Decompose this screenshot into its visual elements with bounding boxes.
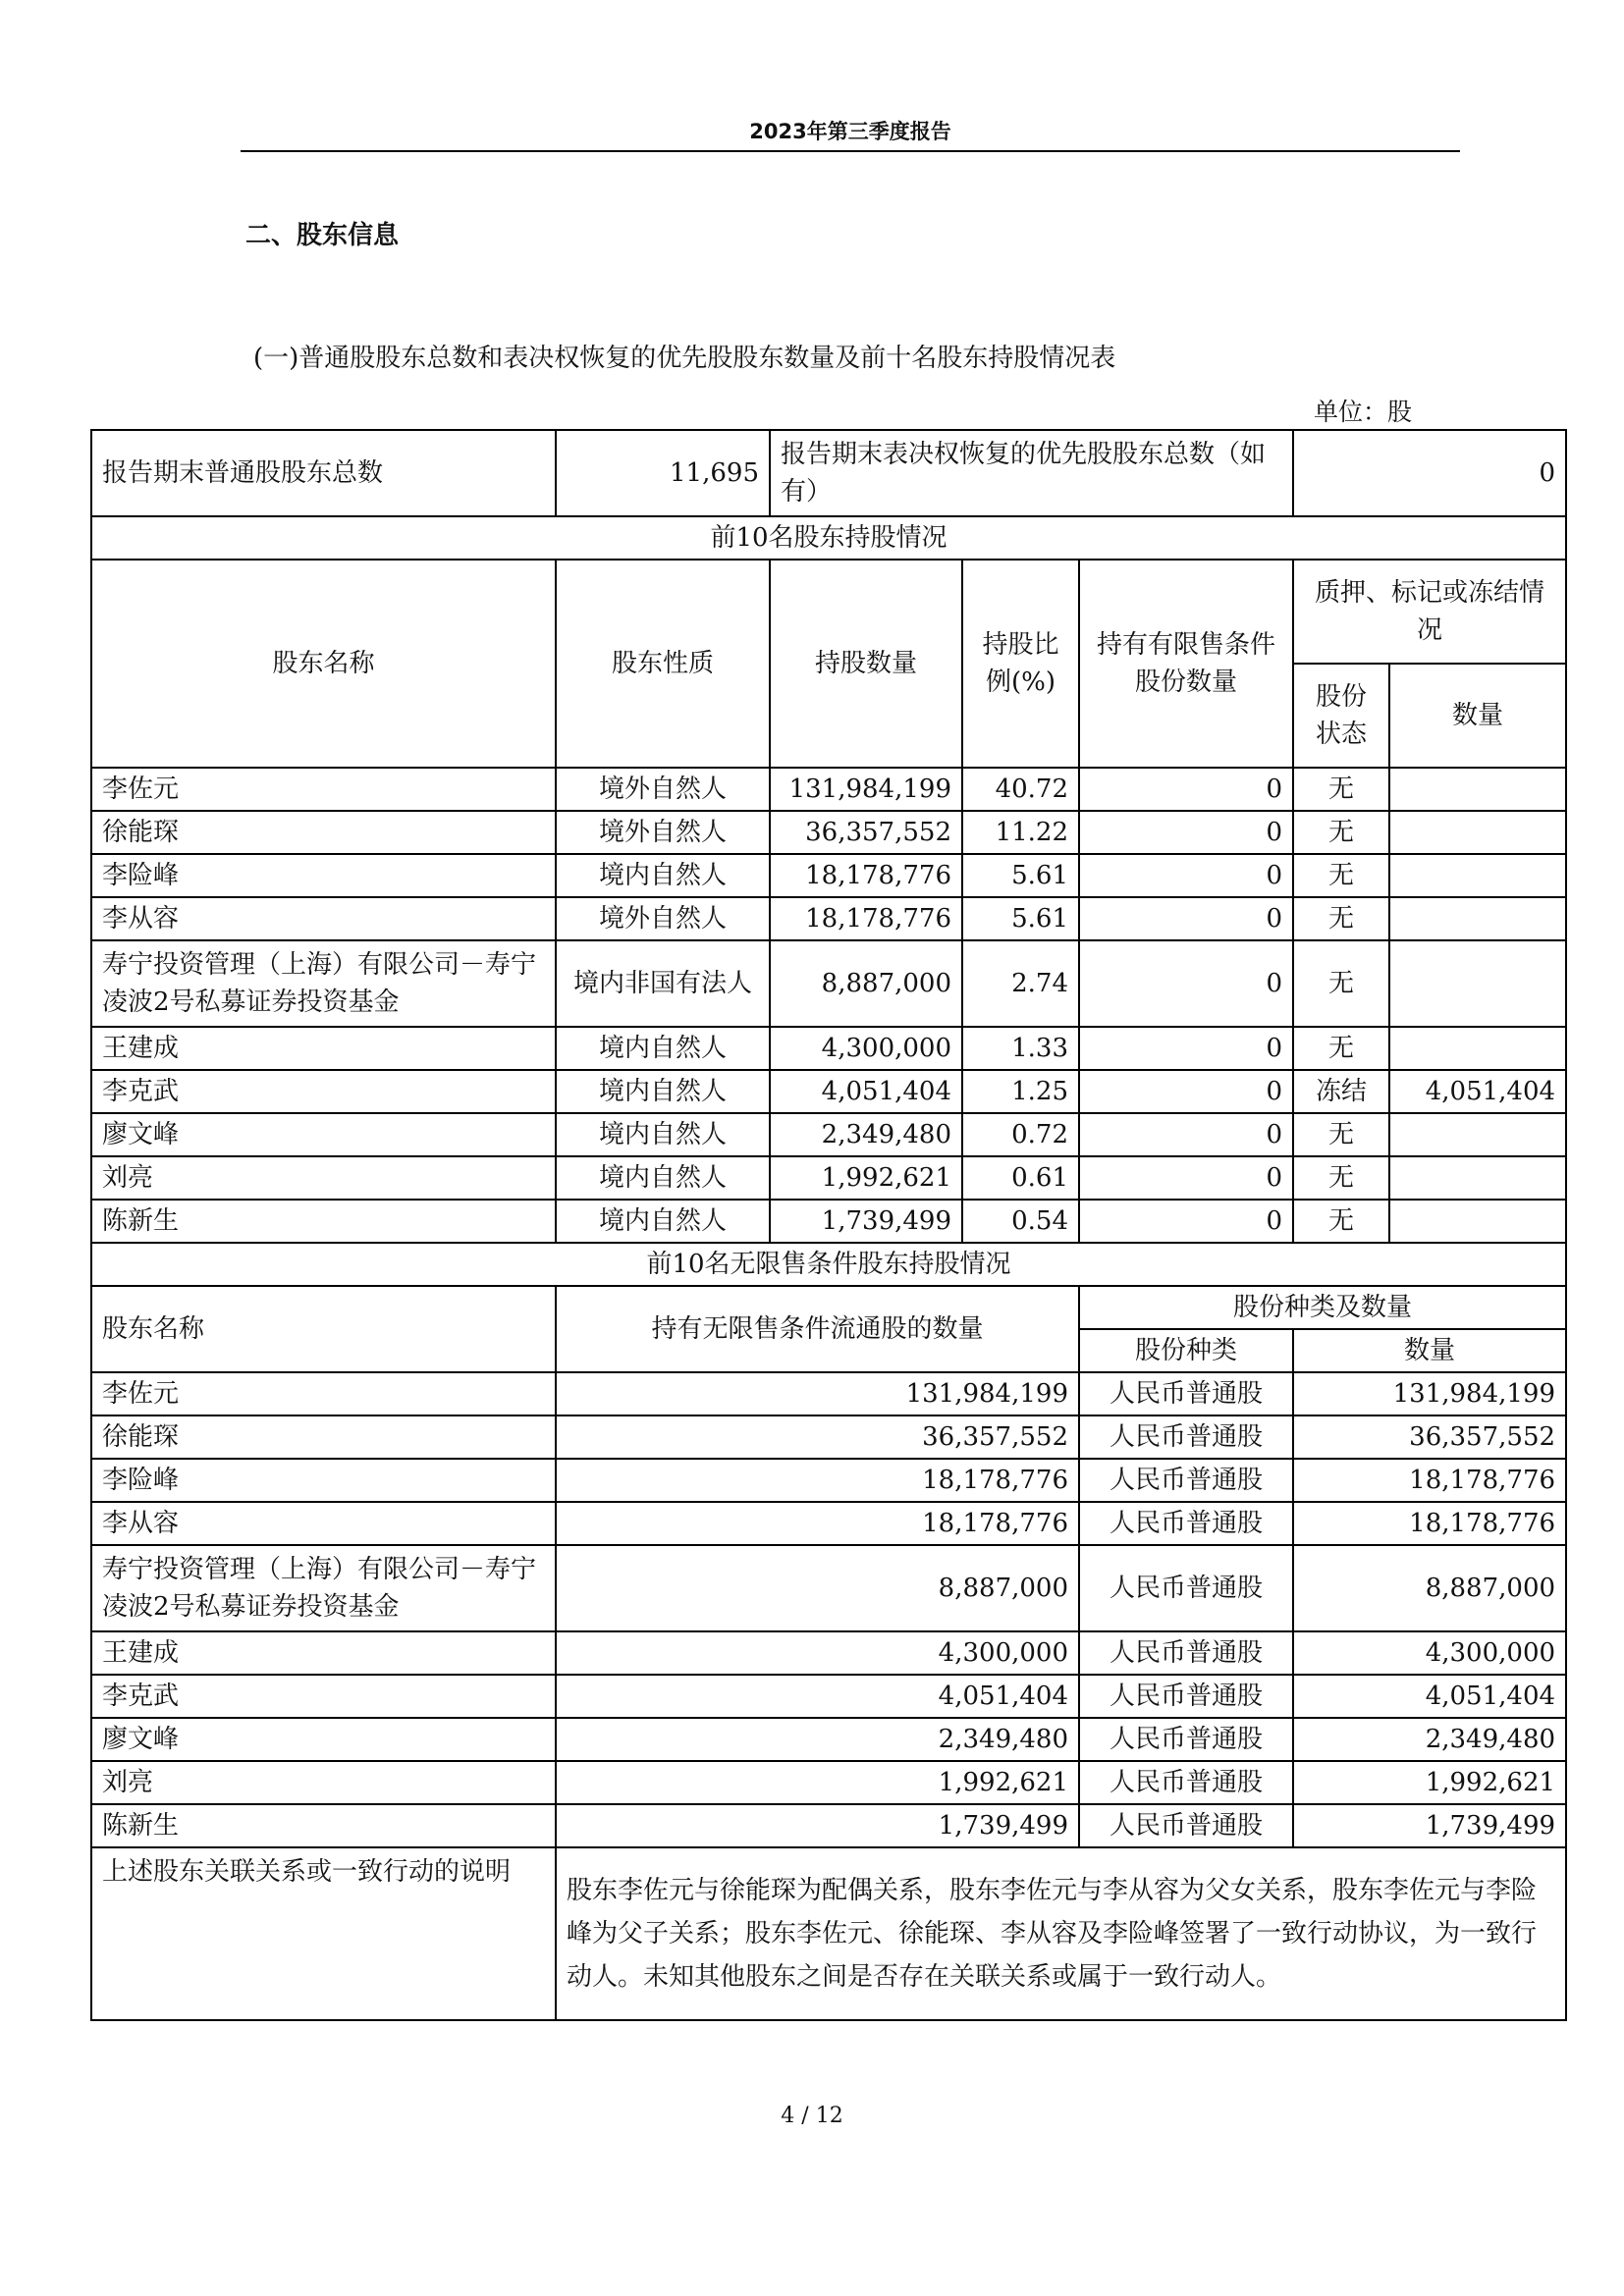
u-header-type: 股份种类 bbox=[1079, 1329, 1293, 1372]
cell-status: 冻结 bbox=[1293, 1070, 1389, 1113]
cell-type: 人民币普通股 bbox=[1079, 1502, 1293, 1545]
relation-row bbox=[91, 1847, 1566, 2020]
cell-restricted: 0 bbox=[1079, 768, 1293, 811]
cell-type-qty: 4,051,404 bbox=[1293, 1675, 1566, 1718]
cell-status: 无 bbox=[1293, 940, 1389, 1027]
cell-status: 无 bbox=[1293, 1027, 1389, 1070]
cell-name: 李险峰 bbox=[91, 854, 556, 897]
cell-type: 人民币普通股 bbox=[1079, 1372, 1293, 1415]
cell-qty: 4,051,404 bbox=[556, 1675, 1079, 1718]
cell-type-qty: 18,178,776 bbox=[1293, 1502, 1566, 1545]
u-header-qty: 持有无限售条件流通股的数量 bbox=[556, 1286, 1079, 1372]
table-row bbox=[91, 1545, 1566, 1631]
cell-nature: 境内非国有法人 bbox=[556, 940, 770, 1027]
header-pledge-status: 股份状态 bbox=[1293, 664, 1389, 768]
cell-ratio: 0.61 bbox=[962, 1156, 1079, 1200]
u-header-type-group: 股份种类及数量 bbox=[1079, 1286, 1566, 1329]
cell-qty bbox=[1389, 1027, 1566, 1070]
unrestricted-section-label: 前10名无限售条件股东持股情况 bbox=[91, 1243, 1566, 1286]
cell-shares: 2,349,480 bbox=[770, 1113, 962, 1156]
cell-nature: 境内自然人 bbox=[556, 1200, 770, 1243]
header-nature: 股东性质 bbox=[556, 560, 770, 768]
cell-name: 李克武 bbox=[91, 1675, 556, 1718]
top10-table bbox=[90, 429, 1567, 1244]
cell-restricted: 0 bbox=[1079, 940, 1293, 1027]
cell-qty: 1,739,499 bbox=[556, 1804, 1079, 1847]
table-row bbox=[91, 940, 1566, 1027]
cell-name: 寿宁投资管理（上海）有限公司－寿宁凌波2号私募证券投资基金 bbox=[91, 1545, 556, 1631]
cell-name: 李从容 bbox=[91, 1502, 556, 1545]
cell-qty: 4,300,000 bbox=[556, 1631, 1079, 1675]
cell-name: 刘亮 bbox=[91, 1761, 556, 1804]
cell-ratio: 1.25 bbox=[962, 1070, 1079, 1113]
cell-qty bbox=[1389, 940, 1566, 1027]
table-row bbox=[91, 1761, 1566, 1804]
cell-name: 陈新生 bbox=[91, 1804, 556, 1847]
cell-type: 人民币普通股 bbox=[1079, 1804, 1293, 1847]
section-title: 二、股东信息 bbox=[245, 221, 400, 250]
table-row bbox=[91, 1415, 1566, 1459]
cell-restricted: 0 bbox=[1079, 1200, 1293, 1243]
table-row bbox=[91, 897, 1566, 940]
cell-status: 无 bbox=[1293, 768, 1389, 811]
cell-shares: 131,984,199 bbox=[770, 768, 962, 811]
cell-ratio: 5.61 bbox=[962, 897, 1079, 940]
cell-ratio: 11.22 bbox=[962, 811, 1079, 854]
cell-name: 王建成 bbox=[91, 1027, 556, 1070]
cell-type-qty: 8,887,000 bbox=[1293, 1545, 1566, 1631]
cell-name: 李险峰 bbox=[91, 1459, 556, 1502]
table-row bbox=[91, 854, 1566, 897]
cell-qty bbox=[1389, 1113, 1566, 1156]
cell-status: 无 bbox=[1293, 1200, 1389, 1243]
u-header-name: 股东名称 bbox=[91, 1286, 556, 1372]
cell-qty: 18,178,776 bbox=[556, 1459, 1079, 1502]
shareholder-tables bbox=[90, 429, 1565, 2021]
cell-shares: 4,300,000 bbox=[770, 1027, 962, 1070]
cell-status: 无 bbox=[1293, 897, 1389, 940]
header-pledge-qty: 数量 bbox=[1389, 664, 1566, 768]
relation-label: 上述股东关联关系或一致行动的说明 bbox=[91, 1847, 556, 2020]
cell-type: 人民币普通股 bbox=[1079, 1545, 1293, 1631]
cell-ratio: 40.72 bbox=[962, 768, 1079, 811]
top10-header-row bbox=[91, 560, 1566, 664]
cell-status: 无 bbox=[1293, 811, 1389, 854]
cell-nature: 境内自然人 bbox=[556, 1027, 770, 1070]
cell-nature: 境内自然人 bbox=[556, 854, 770, 897]
cell-nature: 境外自然人 bbox=[556, 811, 770, 854]
summary-pref-value: 0 bbox=[1293, 430, 1566, 516]
cell-type-qty: 4,300,000 bbox=[1293, 1631, 1566, 1675]
cell-type-qty: 1,992,621 bbox=[1293, 1761, 1566, 1804]
cell-restricted: 0 bbox=[1079, 1070, 1293, 1113]
top10-section-row bbox=[91, 516, 1566, 560]
cell-status: 无 bbox=[1293, 1113, 1389, 1156]
cell-restricted: 0 bbox=[1079, 1113, 1293, 1156]
cell-name: 陈新生 bbox=[91, 1200, 556, 1243]
cell-qty: 18,178,776 bbox=[556, 1502, 1079, 1545]
cell-qty: 2,349,480 bbox=[556, 1718, 1079, 1761]
unrestricted-section-row bbox=[91, 1243, 1566, 1286]
table-row bbox=[91, 1027, 1566, 1070]
cell-status: 无 bbox=[1293, 854, 1389, 897]
cell-name: 徐能琛 bbox=[91, 811, 556, 854]
cell-qty: 36,357,552 bbox=[556, 1415, 1079, 1459]
table-row bbox=[91, 1631, 1566, 1675]
cell-type-qty: 2,349,480 bbox=[1293, 1718, 1566, 1761]
cell-type-qty: 18,178,776 bbox=[1293, 1459, 1566, 1502]
cell-shares: 1,992,621 bbox=[770, 1156, 962, 1200]
header-pledge-group: 质押、标记或冻结情况 bbox=[1293, 560, 1566, 664]
cell-qty bbox=[1389, 1200, 1566, 1243]
table-row bbox=[91, 1502, 1566, 1545]
table-row bbox=[91, 1070, 1566, 1113]
summary-common-label: 报告期末普通股股东总数 bbox=[91, 430, 556, 516]
cell-name: 徐能琛 bbox=[91, 1415, 556, 1459]
table-row bbox=[91, 1804, 1566, 1847]
cell-nature: 境外自然人 bbox=[556, 897, 770, 940]
table-row bbox=[91, 1459, 1566, 1502]
unit-label: 单位：股 bbox=[1314, 398, 1413, 426]
table-row bbox=[91, 811, 1566, 854]
cell-name: 廖文峰 bbox=[91, 1113, 556, 1156]
cell-name: 李佐元 bbox=[91, 1372, 556, 1415]
cell-name: 刘亮 bbox=[91, 1156, 556, 1200]
unrestricted-header-row bbox=[91, 1286, 1566, 1329]
cell-name: 李克武 bbox=[91, 1070, 556, 1113]
cell-type: 人民币普通股 bbox=[1079, 1631, 1293, 1675]
cell-type: 人民币普通股 bbox=[1079, 1761, 1293, 1804]
cell-status: 无 bbox=[1293, 1156, 1389, 1200]
cell-ratio: 0.54 bbox=[962, 1200, 1079, 1243]
cell-ratio: 2.74 bbox=[962, 940, 1079, 1027]
cell-qty bbox=[1389, 1156, 1566, 1200]
cell-shares: 8,887,000 bbox=[770, 940, 962, 1027]
cell-shares: 1,739,499 bbox=[770, 1200, 962, 1243]
header-shares: 持股数量 bbox=[770, 560, 962, 768]
cell-name: 廖文峰 bbox=[91, 1718, 556, 1761]
top10-section-label: 前10名股东持股情况 bbox=[91, 516, 1566, 560]
cell-ratio: 0.72 bbox=[962, 1113, 1079, 1156]
table-row bbox=[91, 1372, 1566, 1415]
sub-title: (一)普通股股东总数和表决权恢复的优先股股东数量及前十名股东持股情况表 bbox=[253, 344, 1116, 373]
cell-restricted: 0 bbox=[1079, 854, 1293, 897]
table-row bbox=[91, 1675, 1566, 1718]
cell-restricted: 0 bbox=[1079, 1156, 1293, 1200]
cell-type: 人民币普通股 bbox=[1079, 1459, 1293, 1502]
cell-name: 李从容 bbox=[91, 897, 556, 940]
cell-qty: 131,984,199 bbox=[556, 1372, 1079, 1415]
cell-type: 人民币普通股 bbox=[1079, 1415, 1293, 1459]
header-name: 股东名称 bbox=[91, 560, 556, 768]
cell-type-qty: 1,739,499 bbox=[1293, 1804, 1566, 1847]
table-row bbox=[91, 1156, 1566, 1200]
cell-name: 寿宁投资管理（上海）有限公司－寿宁凌波2号私募证券投资基金 bbox=[91, 940, 556, 1027]
u-header-type-qty: 数量 bbox=[1293, 1329, 1566, 1372]
cell-nature: 境外自然人 bbox=[556, 768, 770, 811]
cell-restricted: 0 bbox=[1079, 811, 1293, 854]
table-row bbox=[91, 1200, 1566, 1243]
header-rule bbox=[241, 150, 1460, 152]
page-header-title: 2023年第三季度报告 bbox=[749, 120, 951, 143]
cell-type-qty: 36,357,552 bbox=[1293, 1415, 1566, 1459]
cell-qty: 4,051,404 bbox=[1389, 1070, 1566, 1113]
unrestricted-table bbox=[90, 1242, 1567, 2021]
cell-name: 王建成 bbox=[91, 1631, 556, 1675]
cell-shares: 4,051,404 bbox=[770, 1070, 962, 1113]
cell-shares: 36,357,552 bbox=[770, 811, 962, 854]
cell-restricted: 0 bbox=[1079, 897, 1293, 940]
relation-text: 股东李佐元与徐能琛为配偶关系，股东李佐元与李从容为父女关系，股东李佐元与李险峰为父子关系；股东李佐元、徐能琛、李从容及李险峰签署了一致行动协议，为一致行动人。未知其他股东之间是否存在关联关系或属于一致行动人。 bbox=[556, 1847, 1566, 2020]
table-row bbox=[91, 768, 1566, 811]
summary-pref-label: 报告期末表决权恢复的优先股股东总数（如有） bbox=[770, 430, 1293, 516]
cell-ratio: 1.33 bbox=[962, 1027, 1079, 1070]
cell-qty bbox=[1389, 811, 1566, 854]
cell-nature: 境内自然人 bbox=[556, 1070, 770, 1113]
summary-common-value: 11,695 bbox=[556, 430, 770, 516]
cell-type: 人民币普通股 bbox=[1079, 1675, 1293, 1718]
page-number: 4 / 12 bbox=[781, 2104, 843, 2128]
cell-nature: 境内自然人 bbox=[556, 1113, 770, 1156]
cell-shares: 18,178,776 bbox=[770, 897, 962, 940]
cell-name: 李佐元 bbox=[91, 768, 556, 811]
cell-qty: 1,992,621 bbox=[556, 1761, 1079, 1804]
table-row bbox=[91, 1718, 1566, 1761]
cell-type-qty: 131,984,199 bbox=[1293, 1372, 1566, 1415]
cell-qty bbox=[1389, 854, 1566, 897]
cell-type: 人民币普通股 bbox=[1079, 1718, 1293, 1761]
header-ratio: 持股比例(%) bbox=[962, 560, 1079, 768]
cell-ratio: 5.61 bbox=[962, 854, 1079, 897]
cell-qty bbox=[1389, 897, 1566, 940]
summary-row bbox=[91, 430, 1566, 516]
cell-qty: 8,887,000 bbox=[556, 1545, 1079, 1631]
cell-shares: 18,178,776 bbox=[770, 854, 962, 897]
cell-restricted: 0 bbox=[1079, 1027, 1293, 1070]
cell-nature: 境内自然人 bbox=[556, 1156, 770, 1200]
table-row bbox=[91, 1113, 1566, 1156]
cell-qty bbox=[1389, 768, 1566, 811]
header-restricted: 持有有限售条件股份数量 bbox=[1079, 560, 1293, 768]
